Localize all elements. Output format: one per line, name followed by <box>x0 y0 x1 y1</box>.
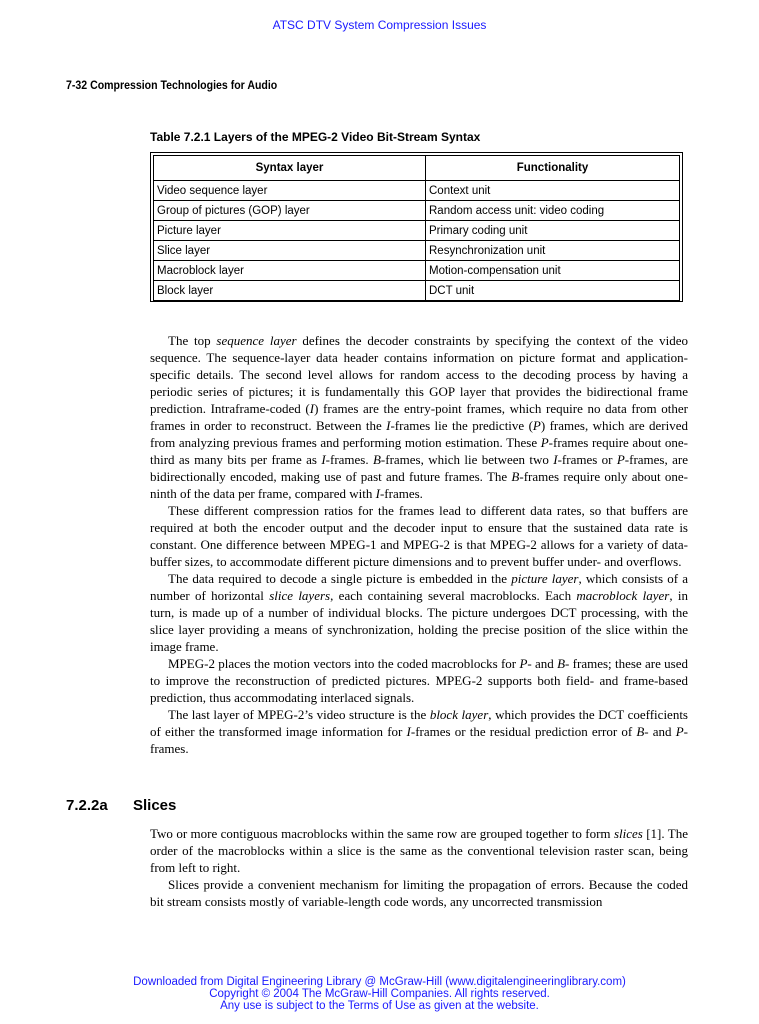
top-link[interactable]: ATSC DTV System Compression Issues <box>272 18 487 32</box>
paragraph: The data required to decode a single picture is embedded in the picture layer, which consists of a number of horizontal slice layers, each containing several macroblocks. Each macroblock layer, in turn, is made up of a number of individual blocks. The picture undergoes DCT processing, with the slice layer providing a means of synchronization, holding the precise position of the slice within the image frame. <box>150 571 688 654</box>
paragraph: Slices provide a convenient mechanism for limiting the propagation of errors. Because the coded bit stream consists mostly of variable-length code words, any uncorrected transmission <box>150 877 688 909</box>
table-cell: Primary coding unit <box>426 221 680 241</box>
table-row <box>154 201 680 221</box>
body-text <box>150 332 688 757</box>
section-title: Slices <box>133 797 177 814</box>
column-header: Syntax layer <box>154 156 426 181</box>
table-cell: Random access unit: video coding <box>426 201 680 221</box>
table-cell: Slice layer <box>154 241 426 261</box>
running-head: 7-32 Compression Technologies for Audio <box>66 78 278 92</box>
table-row <box>154 181 680 201</box>
table-cell: Motion-compensation unit <box>426 261 680 281</box>
paragraph: The top sequence layer defines the decoder constraints by specifying the context of the video sequence. The sequence-layer data header contains information on picture format and application-specific details. The second level allows for random access to the decoding process by having a periodic series of pictures; it is fundamentally this GOP layer that provides the bidirectional frame prediction. Intraframe-coded (I) frames are the entry-point frames, which require no data from other frames in order to reconstruct. Between the I-frames lie the predictive (P) frames, which are derived from analyzing previous frames and performing motion estimation. These P-frames require about one-third as many bits per frame as I-frames. B-frames, which lie between two I-frames or P-frames, are bidirectionally encoded, making use of past and future frames. The B-frames require only about one-ninth of the data per frame, compared with I-frames. <box>150 333 688 501</box>
paragraph: These different compression ratios for the frames lead to different data rates, so that buffers are required at both the encoder output and the decoder input to ensure that the sustained data rate is constant. One difference between MPEG-1 and MPEG-2 is that MPEG-2 allows for a variety of data-buffer sizes, to accommodate different picture dimensions and to prevent buffer under- and overflows. <box>150 503 688 569</box>
section-number: 7.2.2a <box>66 797 108 814</box>
table-header-row <box>154 156 680 181</box>
table-cell: Picture layer <box>154 221 426 241</box>
table-cell: DCT unit <box>426 281 680 301</box>
table-cell: Resynchronization unit <box>426 241 680 261</box>
column-header: Functionality <box>426 156 680 181</box>
table-cell: Context unit <box>426 181 680 201</box>
footer <box>0 976 759 1012</box>
table-cell: Block layer <box>154 281 426 301</box>
syntax-table <box>153 155 680 301</box>
table-row <box>154 241 680 261</box>
table-cell: Macroblock layer <box>154 261 426 281</box>
footer-terms[interactable]: Any use is subject to the Terms of Use as given at the website. <box>220 1000 539 1012</box>
table-cell: Video sequence layer <box>154 181 426 201</box>
table-row <box>154 281 680 301</box>
table-row <box>154 221 680 241</box>
syntax-table-frame <box>150 152 683 302</box>
footer-link[interactable]: Downloaded from Digital Engineering Library @ McGraw-Hill (www.digitalengineeringlibrary.com) <box>133 976 626 988</box>
paragraph: Two or more contiguous macroblocks within the same row are grouped together to form slices [1]. The order of the macroblocks within a slice is the same as the conventional television raster scan, being from left to right. <box>150 826 688 875</box>
section-body-text <box>150 825 688 910</box>
footer-copyright: Copyright © 2004 The McGraw-Hill Companies. All rights reserved. <box>209 988 550 1000</box>
table-caption: Table 7.2.1 Layers of the MPEG-2 Video Bit-Stream Syntax <box>150 130 481 144</box>
paragraph: MPEG-2 places the motion vectors into the coded macroblocks for P- and B- frames; these are used to improve the reconstruction of predicted pictures. MPEG-2 supports both field- and frame-based prediction, thus accommodating interlaced signals. <box>150 656 688 705</box>
table-cell: Group of pictures (GOP) layer <box>154 201 426 221</box>
paragraph: The last layer of MPEG-2’s video structure is the block layer, which provides the DCT coefficients of either the transformed image information for I-frames or the residual prediction error of B- and P- frames. <box>150 707 688 756</box>
table-row <box>154 261 680 281</box>
